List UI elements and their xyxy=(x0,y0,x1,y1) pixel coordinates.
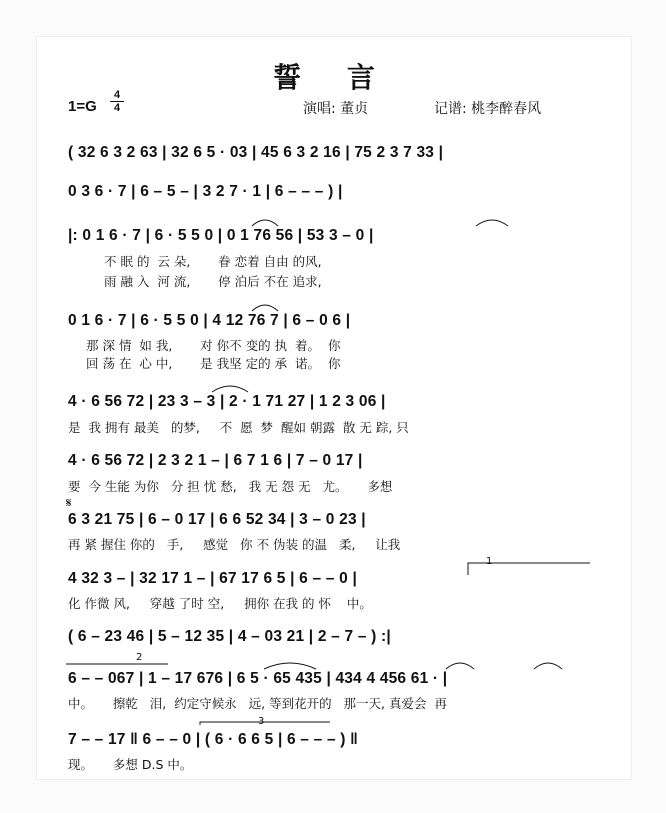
lyric-line-3-verse-1: 不 眠 的 云 朵, 眷 恋着 自由 的风, xyxy=(104,254,322,269)
volta-1-label: 1 xyxy=(486,556,493,567)
notation-line-2: 0 3 6 · 7 | 6 – 5 – | 3 2 7 · 1 | 6 – – – ) | xyxy=(68,183,343,200)
notation-line-11: 7 – – 17 ‖ 6 – – 0 | ( 6 · 6 6 5 | 6 – – – ) ‖ xyxy=(68,731,359,748)
volta-3-label: 3 xyxy=(258,716,265,727)
singer-credit: 演唱: 董贞 xyxy=(303,101,369,117)
notation-line-4: 0 1 6 · 7 | 6 · 5 5 0 | 4 12 76 7 | 6 – 0 6 | xyxy=(68,312,351,329)
notation-line-9: ( 6 – 23 46 | 5 – 12 35 | 4 – 03 21 | 2 – 7 – ) :| xyxy=(68,628,391,645)
notation-line-3: |: 0 1 6 · 7 | 6 · 5 5 0 | 0 1 76 56 | 53 3 – 0 | xyxy=(68,227,374,244)
segno-sign: 𝄋 xyxy=(66,496,72,511)
time-signature-bottom: 4 xyxy=(113,102,121,114)
lyric-line-10: 中。 擦乾 泪, 约定守候永 远, 等到花开的 那一天, 真爱会 再 xyxy=(68,696,447,711)
notation-line-5: 4 · 6 56 72 | 23 3 – 3 | 2 · 1 71 27 | 1 2 3 06 | xyxy=(68,393,386,410)
notation-line-10: 6 – – 067 | 1 – 17 676 | 6 5 · 65 435 | 434 4 456 61 · | xyxy=(68,670,448,687)
time-signature-top: 4 xyxy=(113,89,121,101)
song-title: 誓 言 xyxy=(273,61,393,94)
notation-line-6: 4 · 6 56 72 | 2 3 2 1 – | 6 7 1 6 | 7 – 0 17 | xyxy=(68,452,363,469)
lyric-line-3-verse-2: 雨 融 入 河 流, 停 泊后 不在 追求, xyxy=(104,274,322,289)
key-signature: 1=G xyxy=(68,98,97,115)
notation-line-8: 4 32 3 – | 32 17 1 – | 67 17 6 5 | 6 – – 0 | xyxy=(68,570,357,587)
lyric-line-7: 再 紧 握住 你的 手, 感觉 你 不 伪装 的温 柔, 让我 xyxy=(68,537,401,552)
notation-line-1: ( 32 6 3 2 63 | 32 6 5 · 03 | 45 6 3 2 16 | 75 2 3 7 33 | xyxy=(68,144,444,161)
lyric-line-8: 化 作微 风, 穿越 了时 空, 拥你 在我 的 怀 中。 xyxy=(68,596,372,611)
lyric-line-6: 要 今 生能 为你 分 担 忧 愁, 我 无 怨 无 尤。 多想 xyxy=(68,479,393,494)
volta-2-label: 2 xyxy=(136,652,143,663)
notation-line-7: 6 3 21 75 | 6 – 0 17 | 6 6 52 34 | 3 – 0 23 | xyxy=(68,511,366,528)
transcriber-credit: 记谱: 桃李醉春风 xyxy=(434,101,542,117)
lyric-line-4-verse-2: 回 荡 在 心 中, 是 我坚 定的 承 诺。 你 xyxy=(86,356,341,371)
lyric-line-5: 是 我 拥有 最美 的梦, 不 愿 梦 醒如 朝露 散 无 踪, 只 xyxy=(68,420,409,435)
lyric-line-11: 现。 多想 D.S 中。 xyxy=(68,757,193,772)
time-signature xyxy=(110,90,124,113)
lyric-line-4-verse-1: 那 深 情 如 我, 对 你不 变的 执 着。 你 xyxy=(86,338,341,353)
